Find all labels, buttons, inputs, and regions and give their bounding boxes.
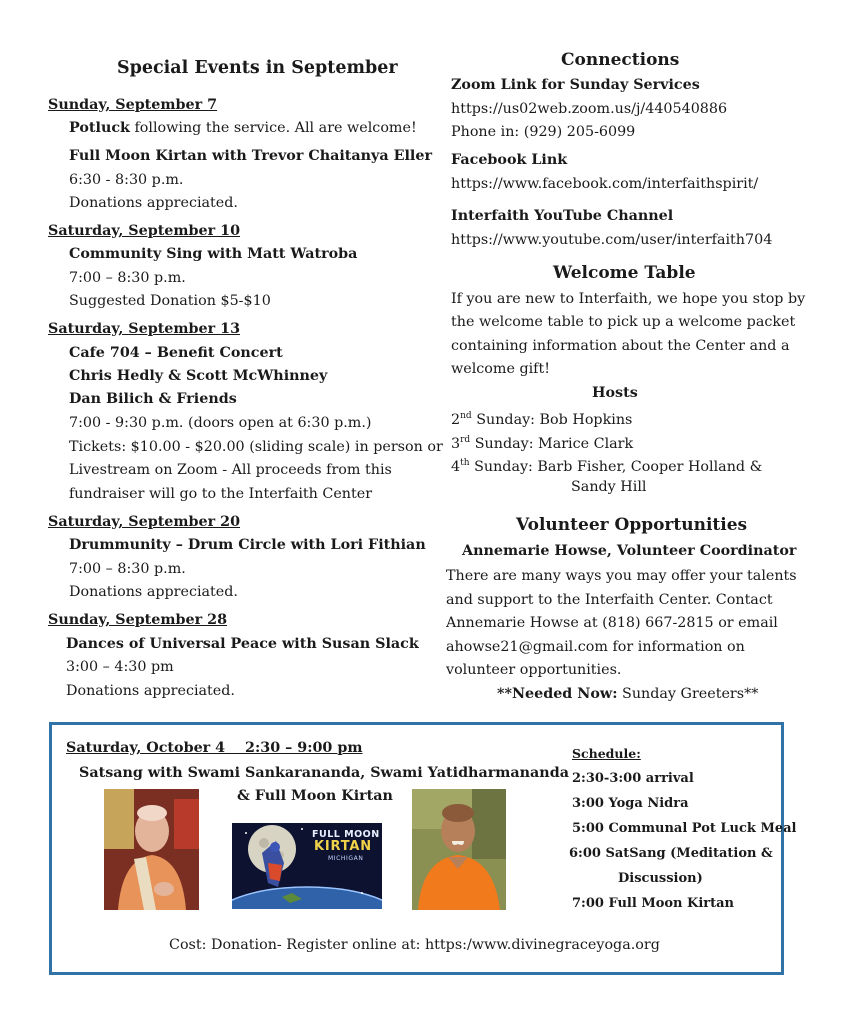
host-row: 3rd Sunday: Marice Clark <box>451 435 634 452</box>
needed-now: **Needed Now: Sunday Greeters** <box>497 686 759 702</box>
welcome-text: If you are new to Interfaith, we hope you stop by <box>451 291 806 307</box>
volunteer-text: Annemarie Howse at (818) 667-2815 or email <box>446 615 778 631</box>
swami-photo-right <box>412 789 506 910</box>
connections-title: Connections <box>561 50 680 70</box>
full-moon-kirtan-poster <box>232 823 382 909</box>
phone-number: Phone in: (929) 205-6099 <box>451 124 636 140</box>
welcome-text: welcome gift! <box>451 361 550 377</box>
event-line: 7:00 - 9:30 p.m. (doors open at 6:30 p.m.) <box>69 415 372 431</box>
event-line: Drummunity – Drum Circle with Lori Fithian <box>69 537 426 553</box>
event-line: Dances of Universal Peace with Susan Slack <box>66 636 419 652</box>
event-line: Dan Bilich & Friends <box>69 391 237 407</box>
event-line: 7:00 – 8:30 p.m. <box>69 561 186 577</box>
event-date: Saturday, September 13 <box>48 321 241 337</box>
welcome-text: the welcome table to pick up a welcome packet <box>451 314 796 330</box>
schedule-item: 7:00 Full Moon Kirtan <box>572 896 734 911</box>
event-line: 6:30 - 8:30 p.m. <box>69 172 184 188</box>
schedule-item: Discussion) <box>618 871 703 886</box>
host-row-cont: Sandy Hill <box>571 479 647 495</box>
volunteer-text: and support to the Interfaith Center. Contact <box>446 592 773 608</box>
event-line: 7:00 – 8:30 p.m. <box>69 270 186 286</box>
october-date-line: Saturday, October 4 2:30 – 9:00 pm <box>66 740 363 756</box>
host-row: 2nd Sunday: Bob Hopkins <box>451 411 633 428</box>
volunteer-coordinator: Annemarie Howse, Volunteer Coordinator <box>462 543 797 559</box>
event-date: Saturday, September 20 <box>48 514 241 530</box>
facebook-label: Facebook Link <box>451 152 568 168</box>
schedule-title: Schedule: <box>572 746 641 761</box>
swami-photo-left <box>104 789 199 910</box>
schedule-item: 5:00 Communal Pot Luck Meal <box>572 821 797 836</box>
october-title-line: & Full Moon Kirtan <box>237 788 393 804</box>
event-line: Cafe 704 – Benefit Concert <box>69 345 283 361</box>
event-line: Donations appreciated. <box>69 584 238 600</box>
welcome-title: Welcome Table <box>553 263 696 283</box>
event-line: Livestream on Zoom - All proceeds from this <box>69 462 392 478</box>
event-date: Sunday, September 7 <box>48 97 218 113</box>
schedule-item: 6:00 SatSang (Meditation & <box>569 846 773 861</box>
poster-line-2: KIRTAN <box>314 839 372 854</box>
welcome-text: containing information about the Center and a <box>451 338 790 354</box>
event-date: Sunday, September 28 <box>48 612 228 628</box>
hosts-title: Hosts <box>592 385 638 401</box>
event-line: Community Sing with Matt Watroba <box>69 246 358 262</box>
cost-register-line: Cost: Donation- Register online at: https:/www.divinegraceyoga.org <box>169 937 660 953</box>
event-line: Full Moon Kirtan with Trevor Chaitanya Eller <box>69 148 432 164</box>
youtube-label: Interfaith YouTube Channel <box>451 208 674 224</box>
volunteer-text: volunteer opportunities. <box>446 662 622 678</box>
event-line: Chris Hedly & Scott McWhinney <box>69 368 328 384</box>
schedule-item: 2:30-3:00 arrival <box>572 771 694 786</box>
volunteer-text: ahowse21@gmail.com for information on <box>446 639 745 655</box>
october-title-line: Satsang with Swami Sankarananda, Swami Yatidharmananda <box>79 765 569 781</box>
event-date: Saturday, September 10 <box>48 223 241 239</box>
event-line: Donations appreciated. <box>69 195 238 211</box>
host-row: 4th Sunday: Barb Fisher, Cooper Holland & <box>451 458 763 475</box>
schedule-item: 3:00 Yoga Nidra <box>572 796 689 811</box>
volunteer-text: There are many ways you may offer your talents <box>446 568 797 584</box>
facebook-link[interactable]: https://www.facebook.com/interfaithspirit/ <box>451 176 759 192</box>
zoom-link[interactable]: https://us02web.zoom.us/j/440540886 <box>451 101 728 117</box>
zoom-label: Zoom Link for Sunday Services <box>451 77 700 93</box>
event-line: fundraiser will go to the Interfaith Center <box>69 486 373 502</box>
event-line: Tickets: $10.00 - $20.00 (sliding scale) in person or <box>69 439 443 455</box>
event-line: Potluck following the service. All are welcome! <box>69 120 417 136</box>
youtube-link[interactable]: https://www.youtube.com/user/interfaith704 <box>451 232 773 248</box>
event-line: Suggested Donation $5-$10 <box>69 293 271 309</box>
event-line: Donations appreciated. <box>66 683 235 699</box>
poster-line-3: MICHIGAN <box>328 855 364 862</box>
volunteer-title: Volunteer Opportunities <box>516 515 748 535</box>
poster-line-1: FULL MOON <box>312 829 380 840</box>
event-line: 3:00 – 4:30 pm <box>66 659 174 675</box>
special-events-title: Special Events in September <box>117 58 398 78</box>
